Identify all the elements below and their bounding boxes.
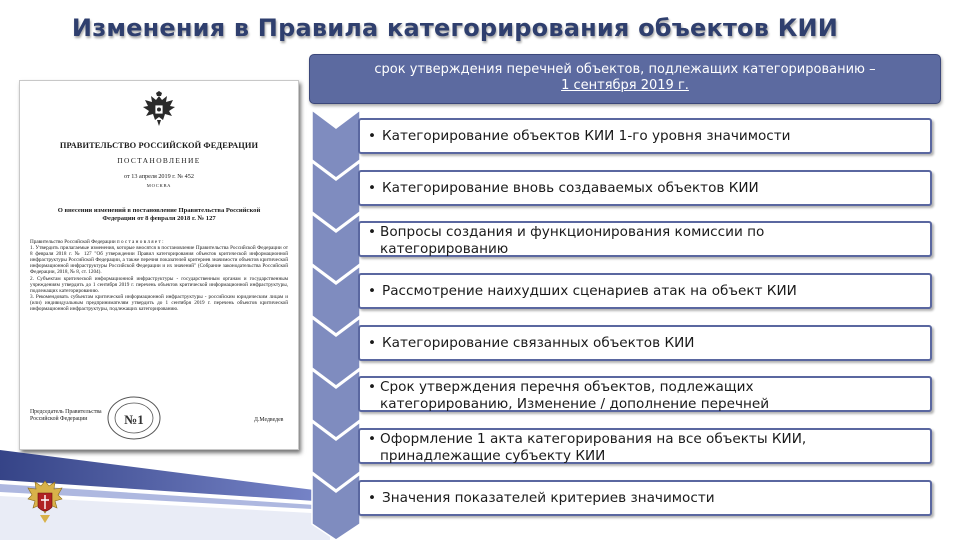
bullet-icon: •	[368, 127, 377, 144]
change-item	[358, 480, 932, 516]
change-item	[358, 325, 932, 361]
change-item-text: Срок утверждения перечня объектов, подлежащих категорированию, Изменение / дополнение перечней	[380, 379, 770, 412]
change-item-text: Категорирование вновь создаваемых объектов КИИ	[382, 179, 759, 196]
government-resolution-document	[19, 80, 299, 450]
official-seal-stamp	[106, 395, 162, 441]
document-signature-title: Председатель Правительства Российской Федерации	[30, 409, 102, 422]
banner-line-1: срок утверждения перечней объектов, подлежащих категорированию –	[374, 62, 876, 77]
bullet-icon: •	[368, 224, 377, 240]
bullet-icon: •	[368, 431, 377, 447]
agency-emblem-icon	[24, 477, 66, 527]
bullet-icon: •	[368, 334, 377, 351]
change-item	[358, 221, 932, 257]
change-item-text: Категорирование связанных объектов КИИ	[382, 334, 695, 351]
svg-text:№1: №1	[124, 412, 144, 427]
change-item	[358, 273, 932, 309]
bullet-icon: •	[368, 379, 377, 395]
change-item-text: Категорирование объектов КИИ 1-го уровня значимости	[382, 127, 791, 144]
change-item	[358, 376, 932, 412]
slide-title: Изменения в Правила категорирования объектов КИИ	[71, 14, 839, 42]
document-government-heading: ПРАВИТЕЛЬСТВО РОССИЙСКОЙ ФЕДЕРАЦИИ	[59, 141, 259, 150]
document-type: ПОСТАНОВЛЕНИЕ	[117, 156, 201, 165]
bullet-icon: •	[368, 282, 377, 299]
bullet-icon: •	[368, 179, 377, 196]
document-heading: О внесении изменений в постановление Правительства Российской Федерации от 8 февраля 2018 г. № 127	[57, 207, 261, 222]
document-signature-name: Д.Медведев	[254, 417, 284, 423]
document-city: МОСКВА	[146, 183, 172, 188]
change-item-text: Вопросы создания и функционирования комиссии по категорированию	[380, 224, 765, 257]
change-item-text: Оформление 1 акта категорирования на все объекты КИИ, принадлежащие субъекту КИИ	[380, 431, 807, 464]
change-item	[358, 428, 932, 464]
change-item	[358, 170, 932, 206]
chevron-flow-column	[308, 104, 364, 540]
document-date: от 13 апреля 2019 г. № 452	[124, 173, 194, 180]
change-item-text: Рассмотрение наихудших сценариев атак на объект КИИ	[382, 282, 797, 299]
bullet-icon: •	[368, 489, 377, 506]
change-item	[358, 118, 932, 154]
deadline-banner	[309, 54, 941, 104]
banner-deadline-date: 1 сентября 2019 г.	[561, 78, 689, 93]
document-body: Правительство Российской Федерации п о с т а н о в л я е т : 1. Утвердить прилагаемые изменения, которые вносятся в постановление Правительства Российской Федерации от 8 февраля 2018 г. № 127 "Об утверждении Правил категорирования объектов критической информационной инфраструктуры Российской Федерации, а также перечня показателей критериев значимости объектов критической информационной инфраструктуры Российской Федерации и их значений" (Собрание законодательства Российской Федерации, 2018, № 8, ст. 1204). 2. Субъектам критической информационной инфраструктуры - государственным органам и государственным учреждениям утвердить до 1 сентября 2019 г. перечень объектов критической информационной инфраструктуры, подлежащих категорированию. 3. Рекомендовать субъектам критической информационной инфраструктуры - российским юридическим лицам и (или) индивидуальным предпринимателям утвердить до 1 сентября 2019 г. перечень объектов критической информационной инфраструктуры, подлежащих категорированию.	[30, 239, 288, 313]
double-headed-eagle-emblem-icon	[139, 90, 179, 130]
change-item-text: Значения показателей критериев значимости	[382, 489, 715, 506]
